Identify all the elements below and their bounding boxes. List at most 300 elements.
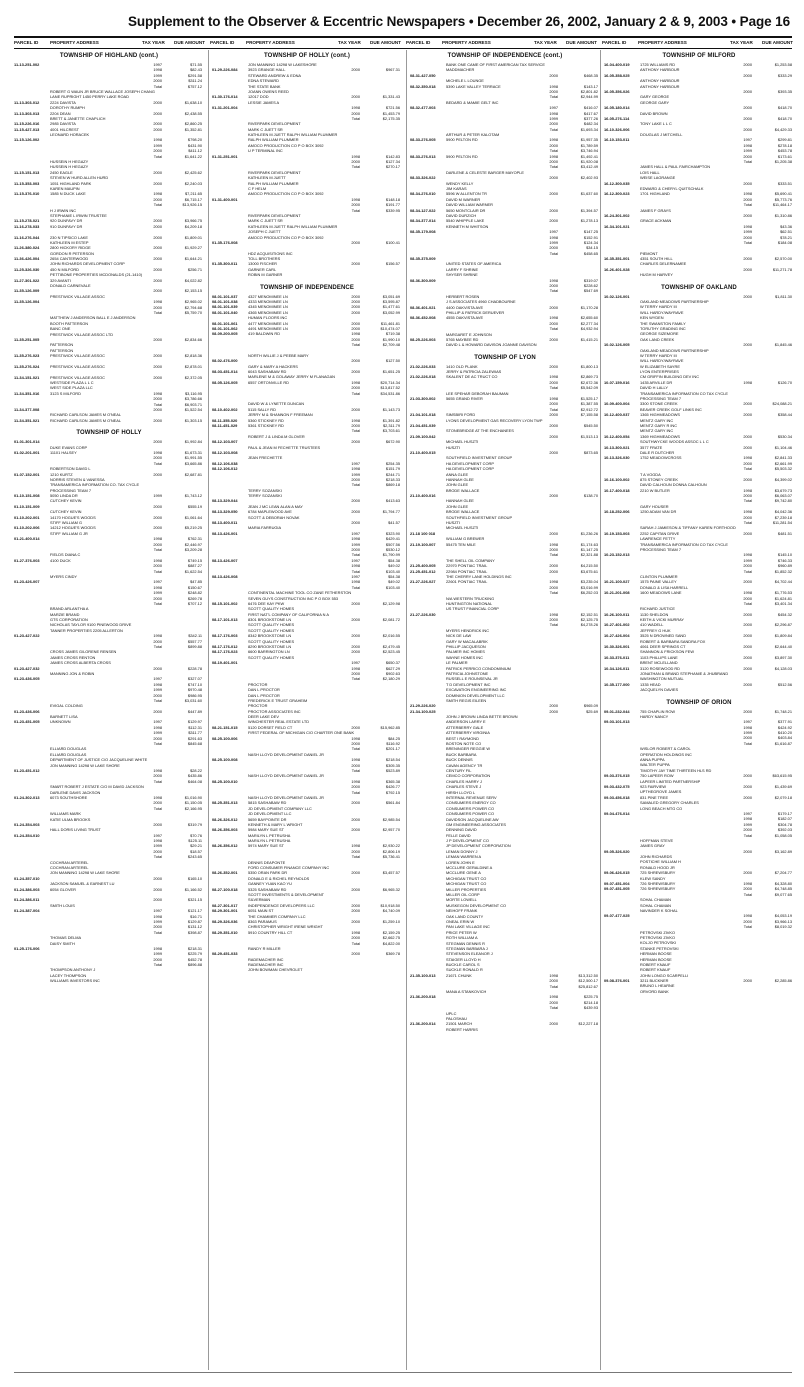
- tax-year: 2000: [549, 999, 558, 1005]
- page-header: [14, 14, 792, 38]
- due-amount: $3,786.66: [184, 396, 202, 402]
- property-address: COCHRAN ARTEREL: [50, 859, 89, 865]
- property-address: OPERATION HOLDINGS INC: [640, 751, 692, 757]
- tax-year: 1998: [153, 724, 162, 730]
- tax-year: 1998: [351, 379, 360, 385]
- due-amount: $377.26: [583, 115, 598, 121]
- tax-year: 2000: [549, 449, 558, 455]
- due-amount: $4,209.18: [184, 223, 202, 229]
- parcel-id: 08-36-300-009: [410, 277, 436, 283]
- due-amount: $4,740.09: [382, 908, 400, 914]
- property-address: MILLER PROPERTIES: [446, 886, 487, 892]
- property-address: BEAVER CREEK GOLF LINKS INC: [640, 406, 702, 412]
- tax-year: 2000: [153, 336, 162, 342]
- property-address: H J IRWIN INC: [50, 207, 77, 213]
- property-address: HUNTINGTON NATIONAL: [446, 600, 493, 606]
- section-title: TOWNSHIP OF ORION: [666, 699, 732, 706]
- tax-year: 2000: [351, 935, 360, 941]
- parcel-id: 16-04-400-019: [604, 62, 630, 67]
- due-amount: $2,930.22: [382, 843, 400, 849]
- tax-year: 2000: [153, 78, 162, 84]
- due-amount: $2,479.45: [382, 644, 400, 650]
- page-title: Supplement to the Observer & Eccentric Newspapers • December 26, 2002, January 2 & 9, 2003 • Page 16: [127, 14, 790, 29]
- property-address: JERRY & PATRICIA ZALEWIAS: [446, 369, 502, 375]
- tax-year: 1999: [743, 557, 752, 563]
- property-address: AMOCO PRODUCTION CO P O BOX 3092: [248, 142, 324, 148]
- due-amount: $2,321.88: [580, 552, 598, 558]
- parcel-id: 09-03-376-015: [604, 773, 630, 779]
- property-address: GARY GEORGE: [640, 94, 670, 100]
- due-amount: $116.92: [386, 741, 400, 747]
- header-due-amount: DUE AMOUNT: [762, 40, 793, 45]
- parcel-id: 08-13-329-044: [212, 498, 238, 504]
- parcel-id: 09-01-232-044: [604, 708, 630, 714]
- property-address: CONSUMERS POWER CO: [446, 811, 494, 817]
- due-amount: $1,150.05: [184, 800, 202, 806]
- due-amount: $507.56: [385, 541, 400, 547]
- parcel-id: 01-35-300-011: [212, 261, 238, 267]
- tax-year: 1997: [153, 676, 162, 682]
- property-address: HUSZTI: [446, 520, 461, 526]
- due-amount: $899.88: [187, 644, 202, 650]
- due-amount: $3,031.60: [184, 697, 202, 703]
- property-address: PROCTOR: [248, 681, 268, 687]
- tax-year: 1998: [549, 374, 558, 380]
- listing-column-1: [14, 50, 204, 1370]
- property-address: DONALD & LISA HARRELL: [640, 584, 689, 590]
- parcel-id: 21-10-400-016: [410, 493, 436, 499]
- property-address: W ELIZABETH SAYRE: [640, 363, 680, 369]
- tax-year: 1998: [153, 536, 162, 542]
- due-amount: $278.18: [777, 142, 792, 148]
- property-address: 1250 ADAM VAN DR: [640, 509, 677, 515]
- property-address: PALOSHAU: [446, 1015, 467, 1021]
- property-address: 419 BALDWIN RD: [248, 331, 280, 337]
- property-address: EVIGAL COLDING: [50, 703, 83, 709]
- property-address: KENNETH M WHITSON: [446, 223, 489, 229]
- parcel-id: 11-36-426-004: [14, 256, 40, 262]
- tax-year: Total: [743, 891, 752, 897]
- parcel-id: 08-21-151-015: [212, 724, 238, 730]
- parcel-id: 08-29-351-010: [212, 929, 238, 935]
- property-address: WEST SIDE PLAZA LLC: [50, 385, 93, 391]
- parcel-id: 10-13-326-030: [604, 455, 630, 461]
- property-address: 230 N TIPSICO LAKE: [50, 234, 88, 240]
- property-address: 875 STONEY CREEK: [640, 476, 678, 482]
- tax-year: 2000: [743, 62, 752, 67]
- tax-year: 1999: [743, 148, 752, 154]
- property-address: ELLIARD DOUGLAS: [50, 746, 87, 752]
- parcel-id: 11-15-427-013: [14, 126, 40, 132]
- tax-year: 2000: [153, 304, 162, 310]
- property-address: BRETT & JANETTE CHAPLICH: [50, 115, 106, 121]
- property-address: GM ENGINEERING ASSOCIATES: [446, 821, 507, 827]
- property-address: SMITH LOUIS: [50, 902, 75, 908]
- property-address: GARY W MACALABRIK: [446, 638, 488, 644]
- tax-year: Total: [549, 1005, 558, 1011]
- property-address: ORVORD BANK: [640, 988, 669, 994]
- property-address: 5910 COUNTRY HILL CT: [248, 929, 293, 935]
- table-row: [604, 272, 794, 277]
- due-amount: $2,125.75: [580, 617, 598, 623]
- due-amount: $129.97: [187, 719, 202, 725]
- due-amount: $2,912.72: [580, 406, 598, 412]
- due-amount: $896.88: [187, 962, 202, 968]
- tax-year: 1998: [743, 455, 752, 461]
- due-amount: $1,852.32: [774, 568, 792, 574]
- header-due-amount: DUE AMOUNT: [566, 40, 597, 45]
- due-amount: $512.56: [777, 681, 792, 687]
- tax-year: 1998: [153, 191, 162, 197]
- section-title: TOWNSHIP OF MILFORD: [662, 53, 736, 59]
- parcel-id: 01-30-176-014: [212, 94, 238, 100]
- due-amount: $11,461.81: [380, 320, 400, 326]
- property-address: PRESTWICK VILLAGE ASSOC LTD: [50, 331, 114, 337]
- tax-year: Total: [743, 924, 752, 930]
- due-amount: $333.29: [777, 72, 792, 78]
- due-amount: $468.35: [583, 72, 598, 78]
- due-amount: $4,932.94: [580, 326, 598, 332]
- property-address: 5900 PELTON RD: [446, 137, 478, 143]
- property-address: MARK C JUETT SR: [248, 126, 283, 132]
- tax-year: 2000: [351, 800, 360, 806]
- property-address: STAIGER LLOYD H: [446, 956, 481, 962]
- tax-year: 1998: [743, 816, 752, 822]
- property-address: HA DEVELOPMENT CORP: [446, 466, 494, 472]
- tax-year: 1998: [351, 466, 360, 472]
- property-address: 3577 FRATE: [640, 444, 663, 450]
- due-amount: $2,655.60: [580, 315, 598, 321]
- property-address: 920 DUNFAVY DR: [50, 218, 83, 224]
- tax-year: 1998: [743, 724, 752, 730]
- due-amount: $218.31: [187, 945, 202, 951]
- due-amount: $2,372.05: [184, 374, 202, 380]
- property-address: LAWRENCE FETTY: [640, 536, 676, 542]
- due-amount: $431.90: [187, 142, 202, 148]
- parcel-id: 11-15-353-003: [14, 180, 40, 186]
- property-address: KLEW SANDY: [640, 875, 666, 881]
- tax-year: Total: [743, 568, 752, 574]
- property-address: T D DEVELOPMENT INC: [446, 681, 491, 687]
- property-address: 1600 MEADOWS LANE: [640, 590, 682, 596]
- parcel-id: 08-12-106-038: [212, 460, 238, 466]
- due-amount: $2,878.01: [184, 363, 202, 369]
- property-address: SIMSBIRI FORD: [446, 412, 476, 418]
- property-address: 22970 PONTIAC TRAIL: [446, 563, 488, 569]
- due-amount: $25.69: [586, 708, 598, 714]
- tax-year: 2000: [351, 741, 360, 747]
- tax-year: 1999: [743, 821, 752, 827]
- property-address: PHILLIP JACQUESON: [446, 644, 486, 650]
- tax-year: Total: [153, 568, 162, 574]
- property-address: MATTHEW J ANDERSON BALL E J ANDERSON: [50, 315, 136, 321]
- due-amount: $225.79: [187, 951, 202, 957]
- due-amount: $2,860.25: [184, 121, 202, 127]
- property-address: 1701 HIGHLAND: [640, 191, 670, 197]
- property-address: ROTH WILLIAM A: [446, 935, 478, 941]
- tax-year: 2000: [549, 423, 558, 428]
- tax-year: 2000: [549, 546, 558, 552]
- due-amount: $454.32: [777, 611, 792, 617]
- due-amount: $6,903.71: [184, 401, 202, 407]
- property-address: LOIS HALL: [640, 169, 660, 175]
- due-amount: $1,331.43: [382, 94, 400, 100]
- due-amount: $3,401.34: [774, 600, 792, 606]
- due-amount: $530.34: [777, 433, 792, 439]
- property-address: MENTZ GARY INC: [640, 428, 674, 434]
- parcel-id: 08-05-126-005: [212, 379, 238, 385]
- property-address: GORDON R PETERSON: [50, 250, 94, 256]
- tax-year: Total: [351, 854, 360, 860]
- tax-year: 1998: [549, 315, 558, 321]
- tax-year: 2000: [351, 617, 360, 623]
- tax-year: 2000: [153, 353, 162, 359]
- property-address: MANA A STANKOVICH: [446, 989, 487, 995]
- header-property-address: PROPERTY ADDRESS: [246, 40, 295, 45]
- property-address: WILLIAMS INVESTORS INC: [50, 978, 100, 984]
- due-amount: $147.25: [583, 229, 598, 235]
- property-address: OAK LAND COUNTY: [446, 913, 484, 919]
- property-address: 5655 GRAND RIVER: [446, 396, 483, 402]
- property-address: JOSEPH C JUETT: [248, 229, 281, 235]
- property-address: 5900 PELTON RD: [446, 153, 478, 159]
- tax-year: Total: [549, 622, 558, 628]
- due-amount: $1,991.55: [184, 455, 202, 461]
- due-amount: $1,809.84: [774, 633, 792, 639]
- header-parcel-id: PARCEL ID: [406, 40, 431, 45]
- parcel-id: 11-25-326-030: [14, 266, 40, 272]
- due-amount: $2,438.55: [184, 110, 202, 116]
- property-address: LEMAN DONNY J: [446, 848, 478, 854]
- parcel-id: 01-24-357-010: [14, 875, 40, 881]
- due-amount: $49.02: [388, 579, 400, 585]
- table-row: [14, 418, 204, 423]
- due-amount: $749.15: [187, 557, 202, 563]
- tax-year: Total: [351, 940, 360, 946]
- property-address: HUSSEIN H HEGAZY: [50, 159, 89, 165]
- property-address: PRICE PETER W: [446, 929, 477, 935]
- property-address: 3525 N DROWNED SAND: [640, 633, 687, 639]
- property-address: PETROVSKI ZIVKO: [640, 934, 676, 940]
- property-address: PATRICIA JOHNSTONE: [446, 670, 489, 676]
- parcel-id: 11-34-351-021: [14, 417, 40, 423]
- property-address: EDWARD & CHERYL QUITSCHALK: [640, 185, 704, 191]
- parcel-id: 01-31-201-004: [212, 105, 238, 111]
- property-address: RALPH WILLIAM PLUMMER: [248, 137, 299, 143]
- property-address: WALTER PUPPA: [640, 762, 670, 768]
- tax-year: 1997: [153, 719, 162, 725]
- tax-year: 2000: [743, 293, 752, 299]
- property-address: ROBERT KNAUF: [640, 967, 671, 973]
- tax-year: 2000: [743, 256, 752, 262]
- parcel-id: 08-32-477-003: [410, 105, 436, 111]
- property-address: J S ASSOCIATES 4960 CHADBOURNE: [446, 299, 516, 305]
- parcel-id: 10-09-400-004: [604, 401, 630, 407]
- due-amount: $124.34: [583, 239, 598, 245]
- property-address: DAVID M WARNER: [446, 196, 481, 202]
- property-address: 4345 MENOMINEE LN: [248, 304, 288, 310]
- due-amount: $142.83: [385, 153, 400, 159]
- due-amount: $3,746.94: [580, 148, 598, 154]
- due-amount: $1,811.30: [774, 293, 792, 299]
- parcel-id: 11-16-276-044: [14, 234, 40, 240]
- tax-year: 2000: [743, 644, 752, 650]
- tax-year: 2000: [743, 886, 752, 892]
- tax-year: 2000: [351, 509, 360, 515]
- due-amount: $2,834.66: [184, 336, 202, 342]
- property-address: 5984 MARY SUE ST: [248, 827, 284, 833]
- due-amount: $5,542.09: [580, 385, 598, 391]
- property-address: NICHOLAS TAYLOR 9100 PINEWOOD DRIVE: [50, 622, 132, 628]
- property-address: BRODE WALLACE: [446, 509, 480, 515]
- due-amount: $1,477.61: [382, 304, 400, 310]
- property-address: 3120 ROSEWOOD RD: [640, 665, 680, 671]
- property-address: 3300 STONE CREEK: [640, 401, 678, 407]
- tax-year: 1998: [153, 913, 162, 919]
- section-gap: [410, 1032, 600, 1036]
- due-amount: $1,794.77: [382, 509, 400, 515]
- tax-year: 2000: [549, 207, 558, 213]
- tax-year: Total: [153, 460, 162, 466]
- property-address: 5115 SALLY RD: [248, 406, 276, 412]
- tax-year: 2000: [549, 191, 558, 197]
- due-amount: $1,525.17: [580, 396, 598, 402]
- property-address: OAKLAND MEADOWS PARTNERSHIP: [640, 347, 709, 353]
- tax-year: 2000: [153, 439, 162, 445]
- parcel-id: 08-29-301-001: [212, 908, 238, 914]
- tax-year: 2000: [153, 886, 162, 892]
- tax-year: Total: [153, 83, 162, 89]
- due-amount: $547.69: [583, 288, 598, 294]
- property-address: THE STATE BANK: [248, 83, 281, 89]
- section-gap: [14, 984, 204, 988]
- tax-year: 1998: [549, 994, 558, 1000]
- property-address: HOFFMAN STEVE: [640, 837, 674, 843]
- due-amount: $6,252.03: [580, 590, 598, 596]
- property-address: 5390 LAKE VALLEY TERRACE: [446, 83, 501, 89]
- parcel-id: 10-33-376-011: [604, 654, 630, 660]
- property-address: STIFF WILLIAM G JR: [50, 530, 88, 536]
- parcel-id: 21-02-226-033: [410, 363, 436, 369]
- tax-year: 2000: [351, 784, 360, 790]
- tax-year: 2000: [351, 498, 360, 504]
- tax-year: 2000: [351, 546, 360, 552]
- due-amount: $1,205.38: [774, 159, 792, 165]
- due-amount: $156.57: [385, 261, 400, 267]
- header-tax-year: TAX YEAR: [338, 40, 361, 45]
- property-address: ANNA PUPPA: [640, 757, 665, 763]
- tax-year: 2000: [351, 67, 360, 73]
- property-address: 14212 HOGUE'S WOODS: [50, 525, 96, 531]
- property-address: LESSIE JAMES A: [248, 99, 280, 105]
- tax-year: 1998: [153, 299, 162, 305]
- due-amount: $1,673.31: [184, 449, 202, 455]
- property-address: 450 N MILFORD: [50, 266, 79, 272]
- property-address: ROBERT J & LINDA M GLOVER: [248, 433, 305, 439]
- due-amount: $410.20: [777, 730, 792, 736]
- parcel-id: 16-24-301-002: [604, 212, 630, 218]
- tax-year: 1997: [153, 62, 162, 67]
- property-address: STONEBRIDGE AT THE ENCHANEES: [446, 428, 514, 434]
- tax-year: 2000: [549, 304, 558, 310]
- property-address: DONALD E & RICHEL REYNOLDS: [248, 875, 310, 881]
- parcel-id: 01-24-387-004: [14, 908, 40, 914]
- due-amount: $1,641.22: [184, 153, 202, 159]
- parcel-id: 10-27-426-004: [604, 633, 630, 639]
- parcel-id: 16-12-300-035: [604, 180, 630, 186]
- parcel-id: 01-23-436-006: [14, 708, 40, 714]
- tax-year: 2000: [549, 563, 558, 569]
- parcel-id: 01-01-301-014: [14, 439, 40, 445]
- due-amount: $3,162.89: [774, 848, 792, 854]
- due-amount: $184.08: [777, 239, 792, 245]
- property-address: 4327 MENOMINEE LN: [248, 293, 288, 299]
- tax-year: Total: [351, 789, 360, 795]
- parcel-id: 08-33-326-022: [410, 175, 436, 181]
- tax-year: 2000: [743, 827, 752, 833]
- tax-year: Total: [351, 584, 360, 590]
- due-amount: $416.07: [583, 105, 598, 111]
- property-address: UNITED STATES OF AMERICA: [446, 261, 502, 267]
- due-amount: $4,429.33: [774, 126, 792, 132]
- tax-year: 2000: [549, 121, 558, 127]
- property-address: JON MANNING 14298 W LAKE SHORE: [50, 762, 120, 768]
- property-address: KEN WYDEN: [640, 315, 664, 321]
- tax-year: 1998: [743, 552, 752, 558]
- parcel-id: 21-25-451-012: [410, 568, 436, 574]
- property-address: 6784 MAPLEWOOD AVE: [248, 509, 292, 515]
- property-address: MILLER OIL CORP: [446, 891, 480, 897]
- header-due-amount: DUE AMOUNT: [370, 40, 401, 45]
- section-title: TOWNSHIP OF HIGHLAND (cont.): [59, 53, 159, 59]
- property-address: KATHLEEN M JUETT RALPH WILLIAM PLUMMER: [248, 132, 338, 138]
- property-address: TRANSAMERICA INFORMATION CO TAX CYCLE: [640, 541, 728, 547]
- due-amount: $7,155.58: [580, 412, 598, 418]
- due-amount: $986.95: [187, 692, 202, 698]
- property-address: WESTSIDE PLAZA L L C: [50, 380, 94, 386]
- property-address: ONEAL ERIN W: [446, 918, 475, 924]
- property-address: 5540 WHIPPLE LAKE: [446, 218, 485, 224]
- tax-year: 2000: [351, 304, 360, 310]
- property-address: 4400 OAKVISTA AVE: [446, 304, 484, 310]
- property-address: EDNA STEWARD: [248, 78, 279, 84]
- tax-year: 2000: [351, 649, 360, 655]
- due-amount: $127.50: [385, 358, 400, 364]
- tax-year: 2000: [549, 88, 558, 94]
- property-address: ANTHONY HARBOUR: [640, 78, 680, 84]
- property-address: MARIA FARRUGIA: [248, 525, 282, 531]
- parcel-id: 01-31-400-001: [212, 196, 238, 202]
- tax-year: 2000: [549, 568, 558, 574]
- due-amount: $1,061.64: [184, 514, 202, 520]
- parcel-id: 21-04-451-039: [410, 423, 436, 428]
- due-amount: $4,278.26: [580, 622, 598, 628]
- due-amount: $3,897.30: [774, 654, 792, 660]
- property-address: FELLE DAVID: [446, 832, 471, 838]
- tax-year: 2000: [549, 218, 558, 224]
- tax-year: Total: [549, 250, 558, 256]
- property-address: 8290 BROOKSTONE LN: [248, 644, 292, 650]
- tax-year: 1999: [153, 918, 162, 924]
- property-address: MADDMACHER: [446, 67, 475, 73]
- due-amount: $143.17: [583, 83, 598, 89]
- parcel-id: 09-08-376-001: [604, 978, 630, 984]
- parcel-id: 08-13-426-008: [212, 573, 238, 579]
- tax-year: 1999: [153, 590, 162, 596]
- tax-year: Total: [153, 401, 162, 407]
- due-amount: $244.71: [385, 471, 400, 477]
- property-address: WINCHESTER REAL ESTATE LTD: [248, 719, 310, 725]
